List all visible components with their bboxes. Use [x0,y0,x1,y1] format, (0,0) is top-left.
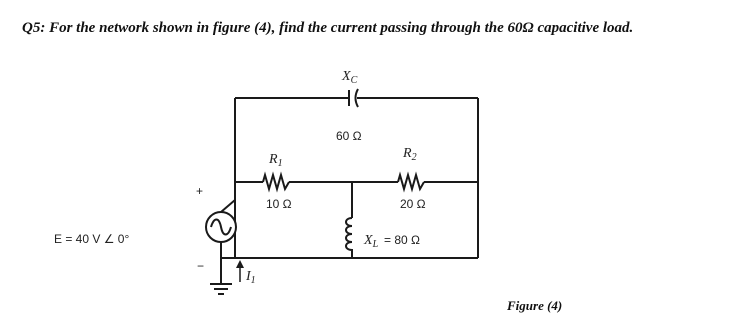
r1-value: 10 Ω [266,197,292,211]
inductor-symbol [346,218,352,252]
inductor-label: $X_L$ [364,233,379,250]
ground-symbol [210,258,232,294]
resistor-r1-symbol [263,175,289,189]
question-body: For the network shown in figure (4), find the current passing through the 60Ω capacitive load. [49,20,634,36]
question-number: Q5: [22,20,46,36]
source-minus: − [197,259,205,273]
r2-label: $R_2$ [403,146,417,163]
capacitor-label: $X_C$ [342,69,358,86]
ac-source-symbol [206,212,236,242]
source-label: E = 40 V ∠ 0° [54,232,130,246]
capacitor-symbol [349,89,358,107]
resistor-r2-symbol [398,175,424,189]
current-arrow [236,260,244,282]
current-label: $I_1$ [246,269,256,286]
figure-caption: Figure (4) [507,298,563,313]
r2-value: 20 Ω [400,197,426,211]
r1-label: $R_1$ [269,152,283,169]
source-plus: + [196,184,204,198]
inductor-value: = 80 Ω [384,233,420,247]
source-lead-top [221,200,235,212]
capacitor-value: 60 Ω [336,129,362,143]
